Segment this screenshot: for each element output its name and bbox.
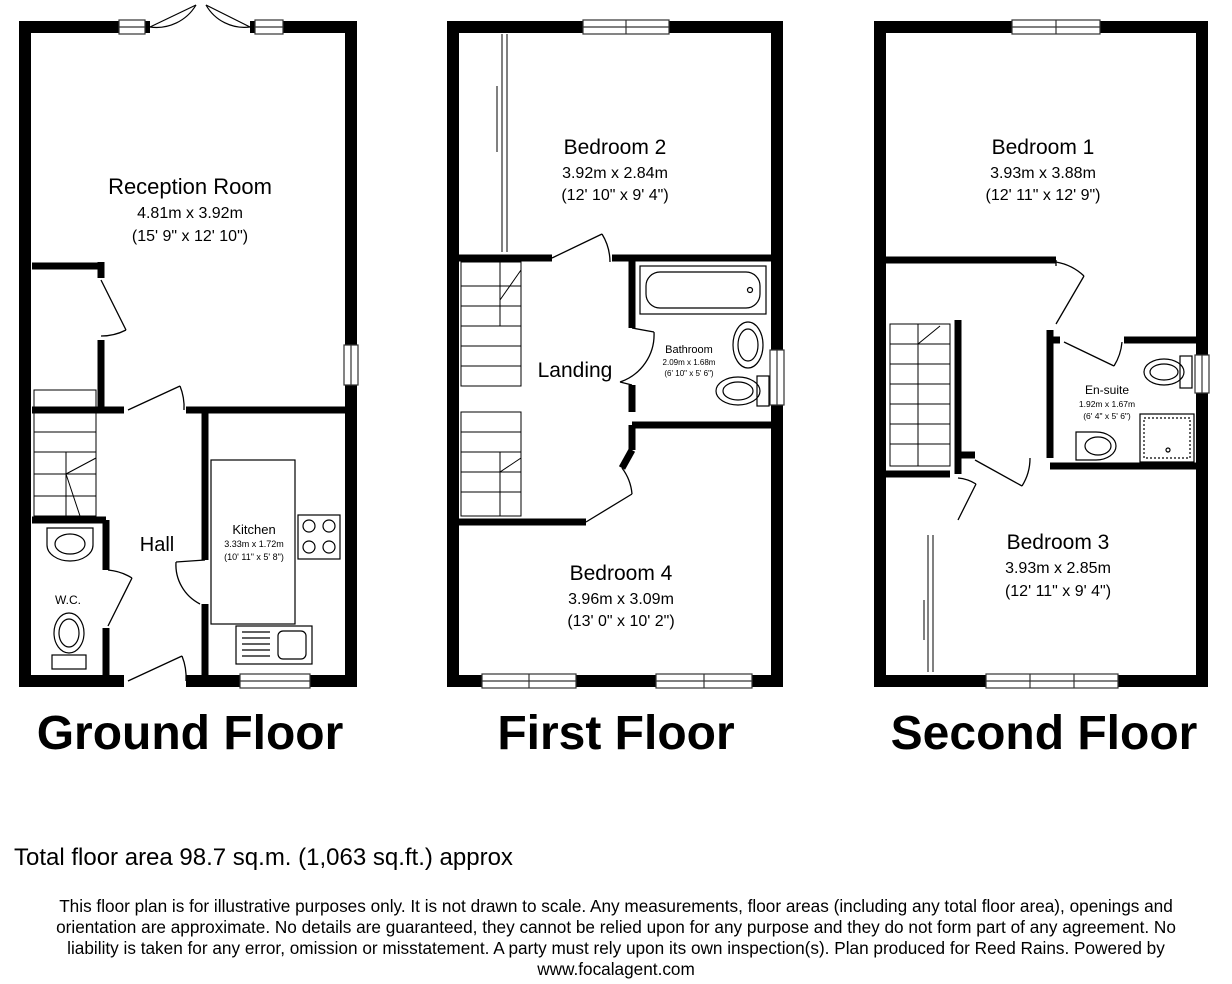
ensuite-fittings <box>1076 356 1194 462</box>
bedroom-1-metric: 3.93m x 3.88m <box>990 165 1096 182</box>
disclaimer-line: liability is taken for any error, omission or misstatement. A party must rely upon its own inspection(s). Plan produced for Reed Rains. Powered by <box>67 938 1165 958</box>
ground-exterior-wall <box>25 27 351 681</box>
bedroom-1-name: Bedroom 1 <box>991 136 1095 159</box>
first-floor-plan <box>453 20 784 688</box>
first-stairs <box>461 262 521 516</box>
kitchen-name: Kitchen <box>232 522 276 537</box>
bedroom-2-imperial: (12' 10" x 9' 4") <box>561 187 669 204</box>
ground-floor-plan <box>25 5 358 688</box>
ground-windows <box>119 20 358 688</box>
bedroom-2-metric: 3.92m x 2.84m <box>562 165 668 182</box>
bedroom-3-metric: 3.93m x 2.85m <box>1005 560 1111 577</box>
first-labels <box>538 136 716 630</box>
ensuite-name: En-suite <box>1084 383 1130 397</box>
kitchen-imperial: (10' 11" x 5' 8") <box>224 552 284 562</box>
disclaimer-line: This floor plan is for illustrative purposes only. It is not drawn to scale. Any measurements, floor areas (including any total floor area), openings and <box>59 896 1173 916</box>
bedroom-4-imperial: (13' 0" x 10' 2") <box>567 613 675 630</box>
bedroom-3-imperial: (12' 11" x 9' 4") <box>1004 583 1112 600</box>
bedroom-4-metric: 3.96m x 3.09m <box>568 591 674 608</box>
ensuite-imperial: (6' 4" x 5' 6") <box>1083 411 1131 421</box>
bedroom-2-name: Bedroom 2 <box>563 136 667 159</box>
bathroom-metric: 2.09m x 1.68m <box>662 358 716 367</box>
bedroom-3-name: Bedroom 3 <box>1006 531 1110 554</box>
kitchen-fittings <box>211 460 340 664</box>
total-floor-area: Total floor area 98.7 sq.m. (1,063 sq.ft.) approx <box>14 844 513 871</box>
second-labels <box>985 136 1135 600</box>
landing-name: Landing <box>537 359 613 382</box>
disclaimer-line: orientation are approximate. No details are guaranteed, they cannot be relied upon for any purpose and they do not form part of any agreement. No <box>56 917 1176 937</box>
bedroom-1-imperial: (12' 11" x 12' 9") <box>985 187 1101 204</box>
second-floor-title: Second Floor <box>890 707 1198 760</box>
hall-name: Hall <box>139 534 175 556</box>
reception-room-imperial: (15' 9" x 12' 10") <box>131 228 249 245</box>
bathroom-fittings <box>640 266 769 406</box>
french-doors <box>150 5 250 34</box>
first-windows <box>482 20 784 688</box>
kitchen-metric: 3.33m x 1.72m <box>224 539 284 549</box>
first-floor-title: First Floor <box>497 707 735 760</box>
reception-room-metric: 4.81m x 3.92m <box>137 205 243 222</box>
wc-name: W.C. <box>55 593 81 607</box>
reception-room-name: Reception Room <box>108 174 272 199</box>
ground-floor-title: Ground Floor <box>36 707 344 760</box>
second-stairs <box>890 324 950 466</box>
bedroom-4-name: Bedroom 4 <box>569 562 673 585</box>
ensuite-metric: 1.92m x 1.67m <box>1078 399 1136 409</box>
bathroom-name: Bathroom <box>665 344 713 356</box>
disclaimer-link: www.focalagent.com <box>537 959 695 979</box>
bathroom-imperial: (6' 10" x 5' 6") <box>664 369 714 378</box>
disclaimer <box>0 896 1232 980</box>
